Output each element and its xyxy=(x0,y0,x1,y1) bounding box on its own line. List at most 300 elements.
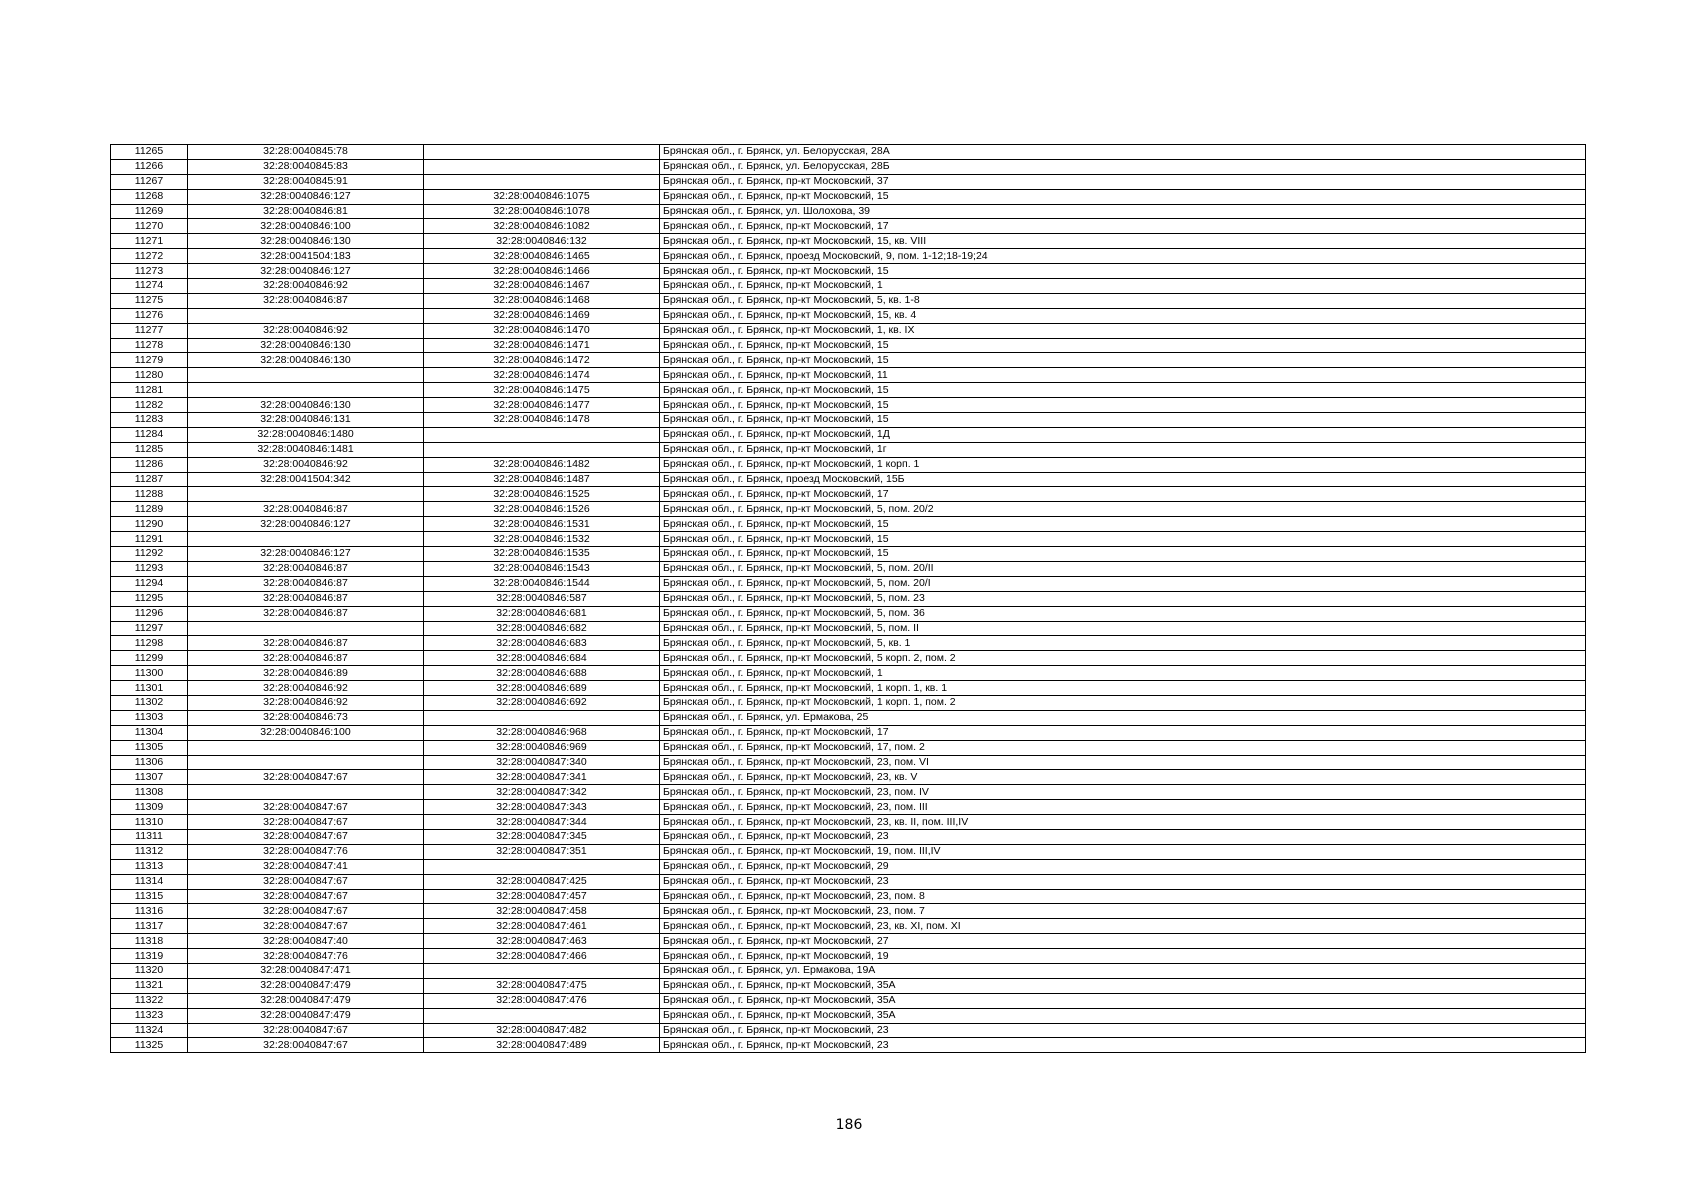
address-cell: Брянская обл., г. Брянск, проезд Московский, 15Б xyxy=(660,472,1586,487)
row-number-cell: 11279 xyxy=(111,353,188,368)
object-number-cell: 32:28:0040846:132 xyxy=(424,234,660,249)
address-cell: Брянская обл., г. Брянск, пр-кт Московский, 15 xyxy=(660,338,1586,353)
table-row xyxy=(111,770,1586,785)
row-number-cell: 11320 xyxy=(111,963,188,978)
table-row xyxy=(111,487,1586,502)
address-cell: Брянская обл., г. Брянск, пр-кт Московский, 1 корп. 1 xyxy=(660,457,1586,472)
table-row xyxy=(111,606,1586,621)
parcel-number-cell: 32:28:0040846:127 xyxy=(188,264,424,279)
table-row xyxy=(111,338,1586,353)
object-number-cell: 32:28:0040846:684 xyxy=(424,651,660,666)
row-number-cell: 11300 xyxy=(111,666,188,681)
table-row xyxy=(111,398,1586,413)
object-number-cell: 32:28:0040846:1531 xyxy=(424,517,660,532)
object-number-cell: 32:28:0040846:1477 xyxy=(424,398,660,413)
address-cell: Брянская обл., г. Брянск, пр-кт Московский, 5 корп. 2, пом. 2 xyxy=(660,651,1586,666)
table-row xyxy=(111,547,1586,562)
address-cell: Брянская обл., г. Брянск, пр-кт Московский, 35А xyxy=(660,1008,1586,1023)
table-row xyxy=(111,740,1586,755)
parcel-number-cell xyxy=(188,368,424,383)
address-cell: Брянская обл., г. Брянск, пр-кт Московский, 23, кв. XI, пом. XI xyxy=(660,919,1586,934)
address-cell: Брянская обл., г. Брянск, пр-кт Московский, 1, кв. IX xyxy=(660,323,1586,338)
table-row xyxy=(111,621,1586,636)
object-number-cell: 32:28:0040847:489 xyxy=(424,1038,660,1053)
table-row xyxy=(111,502,1586,517)
row-number-cell: 11308 xyxy=(111,785,188,800)
row-number-cell: 11314 xyxy=(111,874,188,889)
table-row xyxy=(111,517,1586,532)
table-row xyxy=(111,651,1586,666)
parcel-number-cell: 32:28:0040846:92 xyxy=(188,323,424,338)
address-cell: Брянская обл., г. Брянск, пр-кт Московский, 15 xyxy=(660,532,1586,547)
parcel-number-cell: 32:28:0040847:67 xyxy=(188,874,424,889)
parcel-number-cell: 32:28:0040845:78 xyxy=(188,145,424,160)
row-number-cell: 11271 xyxy=(111,234,188,249)
address-cell: Брянская обл., г. Брянск, пр-кт Московский, 5, кв. 1 xyxy=(660,636,1586,651)
parcel-number-cell xyxy=(188,308,424,323)
object-number-cell: 32:28:0040846:1525 xyxy=(424,487,660,502)
table-row xyxy=(111,234,1586,249)
object-number-cell: 32:28:0040847:466 xyxy=(424,949,660,964)
parcel-number-cell xyxy=(188,740,424,755)
row-number-cell: 11312 xyxy=(111,844,188,859)
object-number-cell: 32:28:0040846:1526 xyxy=(424,502,660,517)
object-number-cell: 32:28:0040846:688 xyxy=(424,666,660,681)
parcel-number-cell: 32:28:0040846:87 xyxy=(188,561,424,576)
address-cell: Брянская обл., г. Брянск, пр-кт Московский, 15 xyxy=(660,353,1586,368)
table-row xyxy=(111,681,1586,696)
object-number-cell: 32:28:0040847:458 xyxy=(424,904,660,919)
address-cell: Брянская обл., г. Брянск, пр-кт Московский, 23 xyxy=(660,874,1586,889)
row-number-cell: 11281 xyxy=(111,383,188,398)
parcel-number-cell: 32:28:0040846:1480 xyxy=(188,427,424,442)
parcel-number-cell: 32:28:0040846:127 xyxy=(188,547,424,562)
object-number-cell: 32:28:0040847:461 xyxy=(424,919,660,934)
table-row xyxy=(111,427,1586,442)
address-cell: Брянская обл., г. Брянск, пр-кт Московский, 23 xyxy=(660,829,1586,844)
row-number-cell: 11274 xyxy=(111,279,188,294)
address-cell: Брянская обл., г. Брянск, пр-кт Московский, 17 xyxy=(660,487,1586,502)
object-number-cell: 32:28:0040847:476 xyxy=(424,993,660,1008)
row-number-cell: 11301 xyxy=(111,681,188,696)
row-number-cell: 11267 xyxy=(111,174,188,189)
address-cell: Брянская обл., г. Брянск, пр-кт Московский, 5, пом. 20/II xyxy=(660,561,1586,576)
address-cell: Брянская обл., г. Брянск, проезд Московский, 9, пом. 1-12;18-19;24 xyxy=(660,249,1586,264)
address-cell: Брянская обл., г. Брянск, пр-кт Московский, 17 xyxy=(660,725,1586,740)
parcel-number-cell: 32:28:0040847:67 xyxy=(188,800,424,815)
object-number-cell: 32:28:0040847:344 xyxy=(424,815,660,830)
row-number-cell: 11282 xyxy=(111,398,188,413)
address-cell: Брянская обл., г. Брянск, пр-кт Московский, 17, пом. 2 xyxy=(660,740,1586,755)
address-cell: Брянская обл., г. Брянск, пр-кт Московский, 19, пом. III,IV xyxy=(660,844,1586,859)
parcel-number-cell xyxy=(188,487,424,502)
address-cell: Брянская обл., г. Брянск, пр-кт Московский, 23, пом. VI xyxy=(660,755,1586,770)
address-cell: Брянская обл., г. Брянск, пр-кт Московский, 5, пом. 20/I xyxy=(660,576,1586,591)
row-number-cell: 11309 xyxy=(111,800,188,815)
object-number-cell xyxy=(424,174,660,189)
table-row xyxy=(111,293,1586,308)
object-number-cell xyxy=(424,427,660,442)
object-number-cell: 32:28:0040847:457 xyxy=(424,889,660,904)
object-number-cell xyxy=(424,442,660,457)
address-cell: Брянская обл., г. Брянск, пр-кт Московский, 37 xyxy=(660,174,1586,189)
object-number-cell: 32:28:0040846:1075 xyxy=(424,189,660,204)
address-cell: Брянская обл., г. Брянск, пр-кт Московский, 23, кв. V xyxy=(660,770,1586,785)
address-cell: Брянская обл., г. Брянск, пр-кт Московский, 35А xyxy=(660,993,1586,1008)
object-number-cell: 32:28:0040846:1467 xyxy=(424,279,660,294)
row-number-cell: 11318 xyxy=(111,934,188,949)
address-cell: Брянская обл., г. Брянск, пр-кт Московский, 15 xyxy=(660,189,1586,204)
table-row xyxy=(111,279,1586,294)
parcel-number-cell: 32:28:0040847:67 xyxy=(188,770,424,785)
table-row xyxy=(111,323,1586,338)
address-cell: Брянская обл., г. Брянск, пр-кт Московский, 23 xyxy=(660,1023,1586,1038)
table-row xyxy=(111,159,1586,174)
parcel-number-cell: 32:28:0041504:342 xyxy=(188,472,424,487)
parcel-number-cell xyxy=(188,383,424,398)
parcel-number-cell: 32:28:0040846:87 xyxy=(188,576,424,591)
row-number-cell: 11276 xyxy=(111,308,188,323)
table-row xyxy=(111,591,1586,606)
row-number-cell: 11289 xyxy=(111,502,188,517)
row-number-cell: 11306 xyxy=(111,755,188,770)
parcel-number-cell: 32:28:0040845:91 xyxy=(188,174,424,189)
object-number-cell: 32:28:0040847:342 xyxy=(424,785,660,800)
address-cell: Брянская обл., г. Брянск, пр-кт Московский, 15 xyxy=(660,517,1586,532)
parcel-number-cell xyxy=(188,532,424,547)
parcel-number-cell: 32:28:0040846:92 xyxy=(188,279,424,294)
object-number-cell: 32:28:0040847:482 xyxy=(424,1023,660,1038)
row-number-cell: 11290 xyxy=(111,517,188,532)
parcel-number-cell xyxy=(188,621,424,636)
table-row xyxy=(111,1023,1586,1038)
parcel-number-cell: 32:28:0040847:67 xyxy=(188,829,424,844)
address-cell: Брянская обл., г. Брянск, пр-кт Московский, 27 xyxy=(660,934,1586,949)
parcel-number-cell: 32:28:0040846:87 xyxy=(188,502,424,517)
table-row xyxy=(111,264,1586,279)
object-number-cell: 32:28:0040847:345 xyxy=(424,829,660,844)
row-number-cell: 11294 xyxy=(111,576,188,591)
row-number-cell: 11315 xyxy=(111,889,188,904)
table-row xyxy=(111,561,1586,576)
address-cell: Брянская обл., г. Брянск, ул. Белорусская, 28Б xyxy=(660,159,1586,174)
address-cell: Брянская обл., г. Брянск, пр-кт Московский, 5, пом. 23 xyxy=(660,591,1586,606)
object-number-cell: 32:28:0040847:475 xyxy=(424,978,660,993)
parcel-number-cell: 32:28:0040847:67 xyxy=(188,1038,424,1053)
table-row xyxy=(111,189,1586,204)
row-number-cell: 11275 xyxy=(111,293,188,308)
table-row xyxy=(111,859,1586,874)
parcel-number-cell: 32:28:0040846:100 xyxy=(188,219,424,234)
address-cell: Брянская обл., г. Брянск, пр-кт Московский, 15 xyxy=(660,413,1586,428)
row-number-cell: 11265 xyxy=(111,145,188,160)
object-number-cell: 32:28:0040846:683 xyxy=(424,636,660,651)
object-number-cell: 32:28:0040847:425 xyxy=(424,874,660,889)
parcel-number-cell: 32:28:0040846:130 xyxy=(188,338,424,353)
address-cell: Брянская обл., г. Брянск, пр-кт Московский, 1г xyxy=(660,442,1586,457)
object-number-cell xyxy=(424,145,660,160)
table-row xyxy=(111,636,1586,651)
address-cell: Брянская обл., г. Брянск, пр-кт Московский, 19 xyxy=(660,949,1586,964)
table-row xyxy=(111,1038,1586,1053)
row-number-cell: 11277 xyxy=(111,323,188,338)
object-number-cell xyxy=(424,859,660,874)
object-number-cell: 32:28:0040846:1471 xyxy=(424,338,660,353)
address-cell: Брянская обл., г. Брянск, пр-кт Московский, 1 корп. 1, кв. 1 xyxy=(660,681,1586,696)
address-cell: Брянская обл., г. Брянск, пр-кт Московский, 23, пом. IV xyxy=(660,785,1586,800)
row-number-cell: 11287 xyxy=(111,472,188,487)
object-number-cell: 32:28:0040846:682 xyxy=(424,621,660,636)
parcel-number-cell: 32:28:0040847:479 xyxy=(188,978,424,993)
table-row xyxy=(111,710,1586,725)
address-cell: Брянская обл., г. Брянск, пр-кт Московский, 1 xyxy=(660,279,1586,294)
address-cell: Брянская обл., г. Брянск, пр-кт Московский, 15, кв. VIII xyxy=(660,234,1586,249)
row-number-cell: 11266 xyxy=(111,159,188,174)
row-number-cell: 11319 xyxy=(111,949,188,964)
object-number-cell: 32:28:0040846:1472 xyxy=(424,353,660,368)
row-number-cell: 11292 xyxy=(111,547,188,562)
object-number-cell: 32:28:0040846:1478 xyxy=(424,413,660,428)
row-number-cell: 11322 xyxy=(111,993,188,1008)
address-cell: Брянская обл., г. Брянск, пр-кт Московский, 5, пом. 36 xyxy=(660,606,1586,621)
parcel-number-cell: 32:28:0040847:76 xyxy=(188,949,424,964)
row-number-cell: 11316 xyxy=(111,904,188,919)
row-number-cell: 11307 xyxy=(111,770,188,785)
address-cell: Брянская обл., г. Брянск, пр-кт Московский, 15 xyxy=(660,547,1586,562)
object-number-cell: 32:28:0040846:1475 xyxy=(424,383,660,398)
parcel-number-cell: 32:28:0040846:92 xyxy=(188,695,424,710)
table-row xyxy=(111,1008,1586,1023)
table-row xyxy=(111,800,1586,815)
parcel-number-cell: 32:28:0040847:471 xyxy=(188,963,424,978)
object-number-cell: 32:28:0040846:692 xyxy=(424,695,660,710)
table-row xyxy=(111,889,1586,904)
row-number-cell: 11302 xyxy=(111,695,188,710)
object-number-cell: 32:28:0040846:1482 xyxy=(424,457,660,472)
parcel-number-cell: 32:28:0040847:67 xyxy=(188,889,424,904)
table-row xyxy=(111,219,1586,234)
row-number-cell: 11283 xyxy=(111,413,188,428)
table-row xyxy=(111,457,1586,472)
parcel-number-cell xyxy=(188,755,424,770)
address-cell: Брянская обл., г. Брянск, пр-кт Московский, 5, пом. II xyxy=(660,621,1586,636)
parcel-number-cell: 32:28:0040847:41 xyxy=(188,859,424,874)
address-cell: Брянская обл., г. Брянск, пр-кт Московский, 23, пом. 8 xyxy=(660,889,1586,904)
object-number-cell: 32:28:0040846:587 xyxy=(424,591,660,606)
row-number-cell: 11270 xyxy=(111,219,188,234)
object-number-cell: 32:28:0040846:1474 xyxy=(424,368,660,383)
page-number: 186 xyxy=(835,1117,863,1133)
row-number-cell: 11288 xyxy=(111,487,188,502)
table-row xyxy=(111,249,1586,264)
address-cell: Брянская обл., г. Брянск, пр-кт Московский, 15 xyxy=(660,398,1586,413)
object-number-cell: 32:28:0040847:463 xyxy=(424,934,660,949)
object-number-cell xyxy=(424,963,660,978)
parcel-number-cell: 32:28:0040846:130 xyxy=(188,353,424,368)
address-cell: Брянская обл., г. Брянск, пр-кт Московский, 15, кв. 4 xyxy=(660,308,1586,323)
parcel-number-cell: 32:28:0040846:130 xyxy=(188,398,424,413)
table-row xyxy=(111,904,1586,919)
row-number-cell: 11278 xyxy=(111,338,188,353)
object-number-cell: 32:28:0040846:1532 xyxy=(424,532,660,547)
object-number-cell xyxy=(424,710,660,725)
address-cell: Брянская обл., г. Брянск, пр-кт Московский, 1 корп. 1, пом. 2 xyxy=(660,695,1586,710)
object-number-cell: 32:28:0040846:1466 xyxy=(424,264,660,279)
parcel-number-cell: 32:28:0040847:40 xyxy=(188,934,424,949)
table-row xyxy=(111,145,1586,160)
parcel-number-cell xyxy=(188,785,424,800)
row-number-cell: 11313 xyxy=(111,859,188,874)
address-cell: Брянская обл., г. Брянск, пр-кт Московский, 11 xyxy=(660,368,1586,383)
object-number-cell: 32:28:0040847:343 xyxy=(424,800,660,815)
table-row xyxy=(111,993,1586,1008)
address-cell: Брянская обл., г. Брянск, пр-кт Московский, 23, пом. III xyxy=(660,800,1586,815)
address-cell: Брянская обл., г. Брянск, пр-кт Московский, 1 xyxy=(660,666,1586,681)
row-number-cell: 11324 xyxy=(111,1023,188,1038)
object-number-cell: 32:28:0040846:1470 xyxy=(424,323,660,338)
table-row xyxy=(111,755,1586,770)
object-number-cell: 32:28:0040846:1487 xyxy=(424,472,660,487)
row-number-cell: 11268 xyxy=(111,189,188,204)
table-row xyxy=(111,353,1586,368)
table-row xyxy=(111,919,1586,934)
address-cell: Брянская обл., г. Брянск, ул. Шолохова, 39 xyxy=(660,204,1586,219)
table-row xyxy=(111,308,1586,323)
address-cell: Брянская обл., г. Брянск, пр-кт Московский, 5, кв. 1-8 xyxy=(660,293,1586,308)
parcel-number-cell: 32:28:0040847:67 xyxy=(188,815,424,830)
table-row xyxy=(111,174,1586,189)
address-cell: Брянская обл., г. Брянск, пр-кт Московский, 5, пом. 20/2 xyxy=(660,502,1586,517)
parcel-number-cell: 32:28:0040846:81 xyxy=(188,204,424,219)
table-row xyxy=(111,934,1586,949)
parcel-number-cell: 32:28:0040846:131 xyxy=(188,413,424,428)
table-row xyxy=(111,383,1586,398)
table-row xyxy=(111,204,1586,219)
table-row xyxy=(111,472,1586,487)
parcel-number-cell: 32:28:0040846:1481 xyxy=(188,442,424,457)
parcel-number-cell: 32:28:0040846:130 xyxy=(188,234,424,249)
parcel-number-cell: 32:28:0040846:127 xyxy=(188,517,424,532)
object-number-cell: 32:28:0040846:1082 xyxy=(424,219,660,234)
row-number-cell: 11297 xyxy=(111,621,188,636)
row-number-cell: 11286 xyxy=(111,457,188,472)
row-number-cell: 11273 xyxy=(111,264,188,279)
row-number-cell: 11269 xyxy=(111,204,188,219)
table-row xyxy=(111,413,1586,428)
row-number-cell: 11284 xyxy=(111,427,188,442)
object-number-cell: 32:28:0040846:689 xyxy=(424,681,660,696)
table-row xyxy=(111,368,1586,383)
row-number-cell: 11299 xyxy=(111,651,188,666)
table-row xyxy=(111,785,1586,800)
address-cell: Брянская обл., г. Брянск, пр-кт Московский, 29 xyxy=(660,859,1586,874)
parcel-number-cell: 32:28:0040846:87 xyxy=(188,293,424,308)
object-number-cell: 32:28:0040847:341 xyxy=(424,770,660,785)
parcel-number-cell: 32:28:0040846:127 xyxy=(188,189,424,204)
object-number-cell: 32:28:0040846:1465 xyxy=(424,249,660,264)
row-number-cell: 11321 xyxy=(111,978,188,993)
table-row xyxy=(111,844,1586,859)
registry-table-body xyxy=(111,145,1586,1053)
row-number-cell: 11305 xyxy=(111,740,188,755)
table-row xyxy=(111,695,1586,710)
object-number-cell: 32:28:0040846:1078 xyxy=(424,204,660,219)
object-number-cell xyxy=(424,1008,660,1023)
table-row xyxy=(111,978,1586,993)
object-number-cell: 32:28:0040846:969 xyxy=(424,740,660,755)
address-cell: Брянская обл., г. Брянск, пр-кт Московский, 23, пом. 7 xyxy=(660,904,1586,919)
object-number-cell: 32:28:0040846:681 xyxy=(424,606,660,621)
parcel-number-cell: 32:28:0040846:92 xyxy=(188,681,424,696)
row-number-cell: 11310 xyxy=(111,815,188,830)
table-row xyxy=(111,949,1586,964)
row-number-cell: 11325 xyxy=(111,1038,188,1053)
object-number-cell: 32:28:0040846:1543 xyxy=(424,561,660,576)
row-number-cell: 11317 xyxy=(111,919,188,934)
parcel-number-cell: 32:28:0040846:92 xyxy=(188,457,424,472)
row-number-cell: 11295 xyxy=(111,591,188,606)
parcel-number-cell: 32:28:0040847:479 xyxy=(188,1008,424,1023)
address-cell: Брянская обл., г. Брянск, пр-кт Московский, 17 xyxy=(660,219,1586,234)
table-row xyxy=(111,532,1586,547)
row-number-cell: 11285 xyxy=(111,442,188,457)
table-row xyxy=(111,725,1586,740)
address-cell: Брянская обл., г. Брянск, ул. Ермакова, 25 xyxy=(660,710,1586,725)
address-cell: Брянская обл., г. Брянск, пр-кт Московский, 1Д xyxy=(660,427,1586,442)
row-number-cell: 11291 xyxy=(111,532,188,547)
parcel-number-cell: 32:28:0040847:67 xyxy=(188,1023,424,1038)
parcel-number-cell: 32:28:0040846:89 xyxy=(188,666,424,681)
object-number-cell: 32:28:0040846:968 xyxy=(424,725,660,740)
table-row xyxy=(111,829,1586,844)
address-cell: Брянская обл., г. Брянск, пр-кт Московский, 15 xyxy=(660,264,1586,279)
table-row xyxy=(111,874,1586,889)
table-row xyxy=(111,963,1586,978)
object-number-cell: 32:28:0040846:1535 xyxy=(424,547,660,562)
object-number-cell xyxy=(424,159,660,174)
parcel-number-cell: 32:28:0040847:479 xyxy=(188,993,424,1008)
row-number-cell: 11303 xyxy=(111,710,188,725)
registry-table xyxy=(110,144,1586,1053)
parcel-number-cell: 32:28:0040846:100 xyxy=(188,725,424,740)
parcel-number-cell: 32:28:0040846:87 xyxy=(188,636,424,651)
parcel-number-cell: 32:28:0040847:67 xyxy=(188,919,424,934)
parcel-number-cell: 32:28:0040846:87 xyxy=(188,591,424,606)
row-number-cell: 11280 xyxy=(111,368,188,383)
row-number-cell: 11311 xyxy=(111,829,188,844)
object-number-cell: 32:28:0040847:351 xyxy=(424,844,660,859)
address-cell: Брянская обл., г. Брянск, пр-кт Московский, 23, кв. II, пом. III,IV xyxy=(660,815,1586,830)
object-number-cell: 32:28:0040846:1468 xyxy=(424,293,660,308)
object-number-cell: 32:28:0040846:1544 xyxy=(424,576,660,591)
table-row xyxy=(111,815,1586,830)
address-cell: Брянская обл., г. Брянск, пр-кт Московский, 23 xyxy=(660,1038,1586,1053)
parcel-number-cell: 32:28:0040846:87 xyxy=(188,651,424,666)
parcel-number-cell: 32:28:0040846:87 xyxy=(188,606,424,621)
table-row xyxy=(111,442,1586,457)
address-cell: Брянская обл., г. Брянск, пр-кт Московский, 35А xyxy=(660,978,1586,993)
table-row xyxy=(111,576,1586,591)
row-number-cell: 11323 xyxy=(111,1008,188,1023)
object-number-cell: 32:28:0040846:1469 xyxy=(424,308,660,323)
row-number-cell: 11298 xyxy=(111,636,188,651)
parcel-number-cell: 32:28:0040847:67 xyxy=(188,904,424,919)
parcel-number-cell: 32:28:0040847:76 xyxy=(188,844,424,859)
address-cell: Брянская обл., г. Брянск, ул. Белорусская, 28А xyxy=(660,145,1586,160)
object-number-cell: 32:28:0040847:340 xyxy=(424,755,660,770)
parcel-number-cell: 32:28:0041504:183 xyxy=(188,249,424,264)
parcel-number-cell: 32:28:0040845:83 xyxy=(188,159,424,174)
